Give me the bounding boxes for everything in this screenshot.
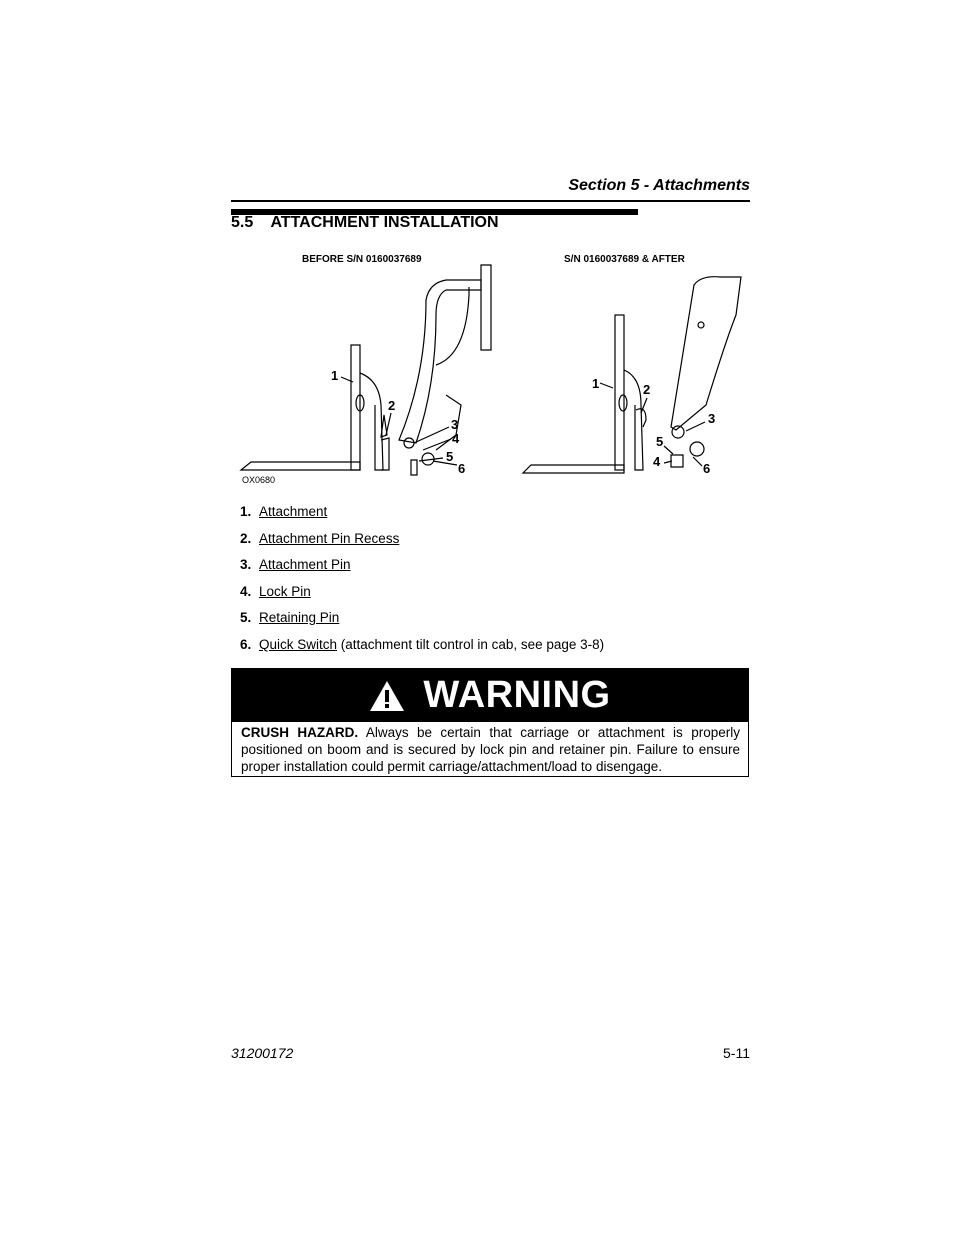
callout-6-after: 6 (703, 461, 711, 476)
figure-caption-before: BEFORE S/N 0160037689 (302, 254, 422, 265)
callout-2: 2 (388, 398, 396, 413)
warning-title: WARNING (423, 674, 611, 716)
lock-pin (411, 460, 417, 475)
section-header: Section 5 - Attachments (568, 177, 750, 194)
leader-1-after (600, 383, 613, 388)
page-number: 5-11 (723, 1045, 750, 1061)
boom-arm-after (671, 277, 741, 430)
warning-triangle-icon (369, 680, 405, 712)
leader-3-after (686, 422, 705, 431)
callout-6: 6 (458, 461, 466, 476)
attachment-pin (404, 438, 414, 448)
figure-caption-after: S/N 0160037689 & AFTER (564, 254, 685, 265)
callout-2-after: 2 (643, 382, 651, 397)
boom-mount-plate (481, 265, 491, 350)
carriage-upright (351, 345, 360, 470)
document-number: 31200172 (231, 1045, 294, 1061)
callout-3-after: 3 (708, 411, 716, 426)
leader-6-after (693, 457, 702, 466)
warning-box (231, 668, 749, 777)
header-rule (231, 200, 750, 202)
section-heading (231, 214, 499, 232)
legend-number: 1. (240, 504, 252, 519)
legend-number: 3. (240, 557, 252, 573)
callout-4: 4 (452, 431, 460, 446)
callout-4-after: 4 (653, 454, 661, 469)
warning-lead: CRUSH HAZARD. (241, 725, 359, 740)
attachment-installation-figure (231, 255, 751, 485)
legend-extra: (attachment tilt control in cab, see page 3-8) (337, 636, 605, 652)
legend-item (240, 583, 604, 610)
warning-body: Always be certain that carriage or attachment is properly positioned on boom and is secured by lock pin and retainer pin. Failure to ensure proper installation could permit carriage/attachment/load to disengage. (241, 725, 740, 774)
callout-3: 3 (451, 417, 459, 432)
legend-number: 6. (240, 636, 252, 652)
legend-term: Lock Pin (259, 583, 311, 599)
heading-number: 5.5 (231, 214, 254, 231)
boom-hole (698, 322, 704, 328)
callout-1-after: 1 (592, 376, 600, 391)
heading-title: ATTACHMENT INSTALLATION (270, 214, 499, 231)
legend-number: 2. (240, 530, 252, 546)
leader-2 (386, 413, 391, 435)
leader-5-after (664, 446, 673, 454)
leader-6 (433, 461, 457, 465)
legend-item (240, 636, 604, 663)
callout-5: 5 (446, 449, 454, 464)
legend-item (240, 609, 604, 636)
legend-number: 5. (240, 610, 252, 626)
legend-term: Quick Switch (259, 636, 338, 652)
legend-term: Attachment Pin (259, 557, 351, 573)
quick-switch-after (690, 442, 704, 456)
legend-item (240, 556, 604, 583)
figure-legend (240, 503, 604, 663)
warning-message (232, 722, 748, 775)
legend-item (240, 530, 604, 557)
after-drawing (523, 277, 741, 473)
legend-term: Attachment (259, 504, 328, 519)
carriage-slot-after (619, 395, 627, 411)
callout-1: 1 (331, 368, 339, 383)
legend-item (240, 503, 604, 530)
lock-pin-after (671, 455, 683, 467)
warning-banner (232, 669, 748, 722)
carriage-hook (360, 373, 383, 470)
figure-code: OX0680 (242, 475, 276, 485)
legend-number: 4. (240, 583, 252, 599)
legend-term: Attachment Pin Recess (259, 530, 400, 546)
boom-outline (436, 287, 469, 365)
fork-tine-after (523, 465, 624, 473)
callout-5-after: 5 (656, 434, 664, 449)
fork-tine (241, 462, 360, 470)
carriage-hook-after (624, 370, 643, 470)
legend-term: Retaining Pin (259, 610, 340, 626)
carriage-upright-after (615, 315, 624, 470)
